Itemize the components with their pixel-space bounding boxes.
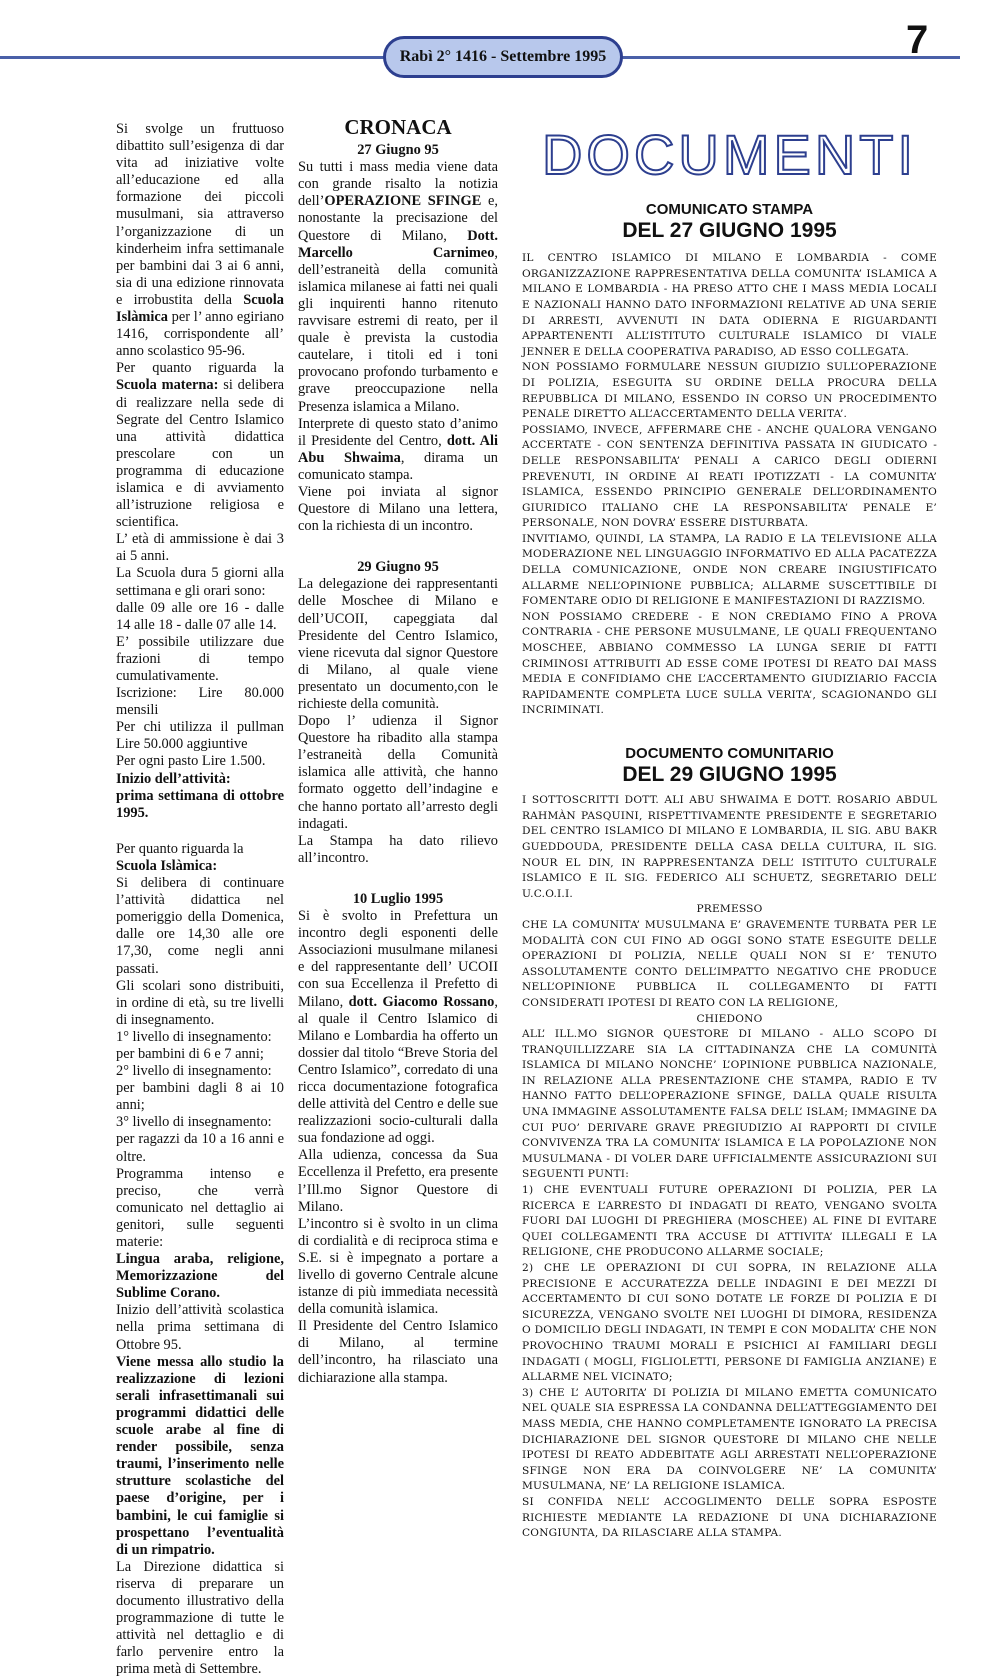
paragraph: dalle 09 alle ore 16 - dalle 14 alle 18 - dalle 07 alle 14. bbox=[116, 599, 284, 633]
heading-premesso: PREMESSO bbox=[696, 903, 763, 916]
text: , dell’estraneità della comunità islamica milanese ai fatti nei quali gli inquirenti hanno ritenuto ravvisare estremi di reato, per il quale è prevista la custodia cautelare, i titoli ed i toni provocano profondo turbamento e grave preoccupazione nella Presenza islamica a Milano. bbox=[298, 244, 498, 415]
text: Si svolge un fruttuoso dibattito sull’esigenza di dar vita ad iniziative volte all’educazione ed alla formazione dei piccoli musulmani, sia attraverso l’organizzazione di un kinderheim infra settimanale per bambini dai 3 ai 6 anni, sia di una edizione rinnovata e irrobustita della bbox=[116, 121, 284, 308]
paragraph: 2° livello di insegnamento: bbox=[116, 1063, 272, 1080]
paragraph: ALL’ ILL.MO SIGNOR QUESTORE DI MILANO - ALLO SCOPO DI TRANQUILLIZZARE SIA LA CITTADINANZA CHE LA COMUNITÀ ISLAMICA DI MILANO NONCHE’ L’OPINIONE PUBBLICA NAZIONALE, IN RELAZIONE ALLA PRESENTAZIONE CHE STAMPA, RADIO E TV HANNO FATTO DELL’OPERAZIONE SFINGE, DALLA QUALE RISULTA UNA IMMAGINE ASSOLUTAMENTE FALSA DELL’ ISLAM; IMMAGINE DA CUI PUO’ DERIVARE GRAVE PREGIUDIZIO AI RAPPORTI DI CIVILE CONVIVENZA TRA LA COMUNITA’ ISLAMICA E LA POPOLAZIONE NON MUSULMANA - DI VOLER DARE UFFICIALMENTE ASSICURAZIONI SUI SEGUENTI PUNTI: bbox=[522, 1028, 937, 1181]
paragraph: E’ possibile utilizzare due frazioni di tempo cumulativamente. bbox=[116, 633, 284, 684]
page-number: 7 bbox=[906, 18, 929, 62]
text-bold: Scuola Islàmica bbox=[116, 291, 284, 326]
paragraph: Dopo l’ udienza il Signor Questore ha ribadito alla stampa l’estraneità della Comunità islamica alle attività, che hanno formato oggetto dell’indagine e che hanno portato all’arresto degli indagati. bbox=[298, 713, 498, 832]
paragraph: INVITIAMO, QUINDI, LA STAMPA, LA RADIO E LA TELEVISIONE ALLA MODERAZIONE NEL LINGUAGGIO INFORMATIVO ED ALLA PACATEZZA DELLA COMUNICAZIONE, ONDE NON CREARE INGIUSTIFICATO ALLARME NELL’OPINIONE PUBBLICA; ALLARME SUSCETTIBILE DI FOMENTARE ODIO DI RELIGIONE E MANIFESTAZIONI DI RAZZISMO. bbox=[522, 532, 937, 608]
paragraph: IL CENTRO ISLAMICO DI MILANO E LOMBARDIA - COME ORGANIZZAZIONE RAPPRESENTATIVA DELLA COMUNITA’ ISLAMICA A MILANO E LOMBARDIA - HA PRESO ATTO CHE I MASS MEDIA LOCALI E NAZIONALI HANNO DATO INFORMAZIONI RELATIVE AD UNA SERIE DI ARRESTI, AVVENUTI IN DATA ODIERNA E RIGUARDANTI APPARTENENTI ALL’ISTITUTO CULTURALE ISLAMICO DI VIALE JENNER E DELLA COOPERATIVA PARADISO, AD ESSO COLLEGATA. bbox=[522, 252, 937, 358]
paragraph: Per ogni pasto Lire 1.500. bbox=[116, 753, 266, 770]
paragraph: L’incontro si è svolto in un clima di cordialità e di reciproca stima e S.E. si è impegnato a portare a livello di governo Centrale alcune istanze di più immediata necessità della comunità islamica. bbox=[298, 1215, 498, 1318]
paragraph: SI CONFIDA NELL’ ACCOGLIMENTO DELLE SOPRA ESPOSTE RICHIESTE MEDIANTE LA REDAZIONE DI UNA DICHIARAZIONE CONGIUNTA, DA RILASCIARE ALLA STAMPA. bbox=[522, 1495, 937, 1540]
text: , dirama un comunicato stampa. bbox=[298, 449, 499, 483]
paragraph: La Scuola dura 5 giorni alla settimana e gli orari sono: bbox=[116, 565, 284, 599]
paragraph: Viene messa allo studio la realizzazione di lezioni serali infrasettimanali sui programmi didattici delle scuole arabe al fine di render possibile, senza traumi, l’inserimento nelle strutture scolastiche del paese d’origine, per i bambini, le cui famiglie si prospettano l’eventualità di un rimpatrio. bbox=[116, 1353, 284, 1558]
text: per l’ anno egiriano 1416, corrispondente all’ anno scolastico 95-96. bbox=[116, 309, 284, 360]
paragraph: Si delibera di continuare l’attività didattica nel pomeriggio della Domenica, dalle ore 14,30 alle ore 17,30, come negli anni passati. bbox=[116, 875, 284, 977]
paragraph: La delegazione dei rappresentanti delle Moschee di Milano e dell’UCOII, capeggiata dal Presidente del Centro Islamico, viene ricevuta dal signor Questore di Milano, al quale viene presentato un documento,con le richieste della comunità. bbox=[298, 576, 498, 712]
paragraph: NON POSSIAMO FORMULARE NESSUN GIUDIZIO SULL’OPERAZIONE DI POLIZIA, ESEGUITA SU ORDINE DELLA PROCURA DELLA REPUBBLICA DI MILANO, ESSENDO IN CORSO UN PROCEDIMENTO PENALE DIRETTO ALL’ACCERTAMENTO DELLA VERITA’. bbox=[522, 361, 937, 421]
paragraph: Scuola Islàmica: bbox=[116, 857, 218, 874]
paragraph: La Stampa ha dato rilievo all’incontro. bbox=[298, 832, 498, 866]
date-heading: 27 Giugno 95 bbox=[357, 142, 439, 159]
press-release-body bbox=[522, 251, 937, 719]
text-bold: Dott. Marcello Carnimeo bbox=[298, 227, 498, 261]
text: Interprete di questo stato d’animo il Presidente del Centro, bbox=[298, 415, 498, 449]
paragraph: La Direzione didattica si riserva di preparare un documento illustrativo della programmazione di tutte le attività nel dettaglio e di farlo pervenire entro la prima metà di Settembre. bbox=[116, 1558, 284, 1678]
column-right bbox=[522, 123, 937, 1542]
paragraph: Il Presidente del Centro Islamico di Milano, al termine dell’incontro, ha rilasciato una dichiarazione alla stampa. bbox=[298, 1318, 498, 1386]
text-bold: dott. Giacomo Rossano bbox=[348, 993, 495, 1010]
paragraph: per bambini dagli 8 ai 10 anni; bbox=[116, 1080, 284, 1114]
text: Su tutti i mass media viene data con grande risalto la notizia dell’ bbox=[298, 159, 498, 210]
community-document-date: DEL 29 GIUGNO 1995 bbox=[622, 763, 837, 787]
paragraph: per bambini di 6 e 7 anni; bbox=[116, 1045, 264, 1062]
paragraph bbox=[298, 908, 498, 1147]
text-bold: dott. Ali Abu Shwaima bbox=[298, 432, 498, 466]
paragraph: Lingua araba, religione, Memorizzazione del Sublime Corano. bbox=[116, 1251, 284, 1302]
issue-date-badge bbox=[383, 36, 623, 78]
paragraph: Inizio dell’attività scolastica nella prima settimana di Ottobre 95. bbox=[116, 1302, 284, 1353]
paragraph bbox=[116, 121, 284, 360]
paragraph: Inizio dell’attività: bbox=[116, 770, 231, 787]
paragraph bbox=[116, 360, 284, 531]
issue-date-label: Rabì 2° 1416 - Settembre 1995 bbox=[399, 48, 607, 65]
text: , al quale il Centro Islamico di Milano e Lombardia ha offerto un dossier dal titolo “Breve Storia del Centro Islamico”, corredato di una ricca documentazione fotografica delle attività del Centro e delle sue realizzazioni socio-culturali dalla sua fondazione ad oggi. bbox=[298, 993, 498, 1147]
date-heading: 10 Luglio 1995 bbox=[352, 890, 444, 907]
column-middle bbox=[298, 115, 499, 1387]
paragraph: 2) CHE LE OPERAZIONI DI CUI SOPRA, IN RELAZIONE ALLA PRECISIONE E ACCURATEZZA DELLE INDAGINI E DEI MEZZI DI ACCERTAMENTO DI CUI SONO DOTATE LE FORZE DI POLIZIA E DI SICUREZZA, VENGANO SVOLTE NEI LUOGHI DI DIMORA, RESIDENZA O DOMICILIO DEGLI INDAGATI, IN TEMPI E CON MODALITA’ CHE NON PROVOCHINO TRAUMI MORALI E PSICHICI AI FAMILIARI DEGLI INDAGATI ( MOGLI, FIGLIOLETTI, PERSONE DI FAMIGLIA ANZIANE) E ALLARME NEL VICINATO; bbox=[522, 1262, 937, 1384]
paragraph: per ragazzi da 10 a 16 anni e oltre. bbox=[116, 1131, 284, 1165]
paragraph: Alla udienza, concessa da Sua Eccellenza il Prefetto, era presente l’Ill.mo Signor Questore di Milano. bbox=[298, 1147, 498, 1215]
documents-title: DOCUMENTI bbox=[541, 123, 918, 186]
paragraph bbox=[298, 416, 498, 484]
paragraph: L’ età di ammissione è dai 3 ai 5 anni. bbox=[116, 531, 284, 565]
paragraph: I SOTTOSCRITTI DOTT. ALI ABU SHWAIMA E DOTT. ROSARIO ABDUL RAHMÀN PASQUINI, RISPETTIVAMENTE PRESIDENTE E SEGRETARIO DEL CENTRO ISLAMICO DI MILANO E LOMBARDIA, IL SIG. ABU BAKR GUEDDOUDA, PRESIDENTE DELLA CASA DELLA CULTURA, IL SIG. NOUR EL DIN, IN RAPPRESENTANZA DELL’ ISTITUTO CULTURALE ISLAMICO E IL SIG. FEDERICO ALI SCHUETZ, SEGRETARIO DELL’ U.C.O.I.I. bbox=[522, 794, 937, 900]
text-bold: Scuola materna: bbox=[116, 377, 219, 394]
paragraph: Programma intenso e preciso, che verrà comunicato nel dettaglio ai genitori, sulle seguenti materie: bbox=[116, 1165, 284, 1250]
paragraph: NON POSSIAMO CREDERE - E NON CREDIAMO FINO A PROVA CONTRARIA - CHE PERSONE MUSULMANE, LE QUALI FREQUENTANO MOSCHEE, ABBIANO COMMESSO LA LUNGA SERIE DI FATTI CRIMINOSI ATTRIBUITI AD ESSE COME IPOTESI DI REATO DAI MASS MEDIA E CONFIDIAMO CHE L’ACCERTAMENTO GIUDIZIARIO FACCIA RAPIDAMENTE COMPLETA LUCE SULLA VERITA’, SCAGIONANDO GLI INCRIMINATI. bbox=[522, 610, 937, 717]
column-left bbox=[116, 121, 284, 1678]
paragraph: 1) CHE EVENTUALI FUTURE OPERAZIONI DI POLIZIA, PER LA RICERCA E L’ARRESTO DI INDAGATI DI REATO, VENGANO SVOLTA FUORI DAI LUOGHI DI PREGHIERA (MOSCHEE) AL FINE DI EVITARE QUEI COLLEGAMENTI TRA ACCUSE DI ATTIVITA’ ILLEGALI E LA RELIGIONE, CHE PRODUCONO ALLARME SOCIALE; bbox=[522, 1184, 937, 1259]
press-release-date: DEL 27 GIUGNO 1995 bbox=[622, 219, 837, 243]
paragraph: Per quanto riguarda la bbox=[116, 840, 244, 857]
paragraph: 3) CHE L’ AUTORITA’ DI POLIZIA DI MILANO EMETTA COMUNICATO NEL QUALE SIA ESPRESSA LA CONDANNA DELL’ATTEGGIAMENTO DEI MASS MEDIA, CHE HANNO COMPLETAMENTE IGNORATO LA PRECISA DICHIARAZIONE DEL SIGNOR QUESTORE DI MILANO CHE NELLE IPOTESI DI REATO ADDEBITATE AGLI ARRESTATI NELL’OPERAZIONE SFINGE NON ERA DA COINVOLGERE NE’ LA COMUNITA’ MUSULMANA, NE’ LA RELIGIONE ISLAMICA. bbox=[522, 1386, 937, 1493]
paragraph: Gli scolari sono distribuiti, in ordine di età, su tre livelli di insegnamento. bbox=[116, 977, 284, 1028]
section-title: CRONACA bbox=[344, 115, 452, 139]
date-heading: 29 Giugno 95 bbox=[357, 559, 439, 576]
paragraph: POSSIAMO, INVECE, AFFERMARE CHE - ANCHE QUALORA VENGANO ACCERTATE - CON SENTENZA DEFINITIVA PASSATA IN GIUDICATO - DELLE RESPONSABILITA’ PENALI A CARICO DEGLI ODIERNI PREVENUTI, IN ORDINE AI REATI IPOTIZZATI - LA COMUNITA’ ISLAMICA, ESSENDO PRINCIPIO GENERALE DELL’ORDINAMENTO GIURIDICO ITALIANO CHE LA RESPONSABILITA’ PENALE E’ PERSONALE, NON DOVRA’ ESSERE DISTURBATA. bbox=[522, 423, 937, 530]
paragraph: 3° livello di insegnamento: bbox=[116, 1114, 272, 1131]
paragraph: Viene poi inviata al signor Questore di Milano una lettera, con la richiesta di un incontro. bbox=[298, 483, 498, 535]
community-document-body bbox=[522, 793, 937, 1542]
press-release-label: COMUNICATO STAMPA bbox=[645, 201, 814, 218]
paragraph: Per chi utilizza il pullman Lire 50.000 aggiuntive bbox=[116, 719, 284, 753]
paragraph bbox=[298, 159, 498, 415]
text: si delibera di realizzare nella sede di Segrate del Centro Islamico una attività didattica prescolare con un programma di educazione islamica e di avviamento all’istruzione religiosa e scientifica. bbox=[116, 377, 284, 531]
heading-chiedono: CHIEDONO bbox=[696, 1012, 763, 1025]
paragraph: Iscrizione: Lire 80.000 mensili bbox=[116, 685, 284, 719]
paragraph: CHE LA COMUNITA’ MUSULMANA E’ GRAVEMENTE TURBATA PER LE MODALITÀ CON CUI FINO AD OGGI SONO STATE ESEGUITE DELLE OPERAZIONI DI POLIZIA, NELLE QUALI NON SI E’ TENUTO ASSOLUTAMENTE CONTO DELL’IMPATTO NEGATIVO CHE PRODUCE NELL’OPINIONE PUBBLICA IL COLLEGAMENTO DI FATTI CONSIDERATI IPOTESI DI REATO CON LA RELIGIONE, bbox=[522, 918, 937, 1009]
paragraph: 1° livello di insegnamento: bbox=[116, 1028, 272, 1045]
text: Per quanto riguarda la bbox=[116, 360, 284, 377]
text-bold: OPERAZIONE SFINGE bbox=[324, 193, 482, 210]
text: Si è svolto in Prefettura un incontro degli esponenti delle Associazioni musulmane milanesi e del rappresentante dell’ UCOII con sua Eccellenza il Prefetto di Milano, bbox=[298, 908, 498, 1010]
community-document-label: DOCUMENTO COMUNITARIO bbox=[625, 745, 834, 762]
text: e, nonostante la precisazione del Questore di Milano, bbox=[298, 193, 498, 244]
paragraph: prima settimana di ottobre 1995. bbox=[116, 787, 284, 821]
